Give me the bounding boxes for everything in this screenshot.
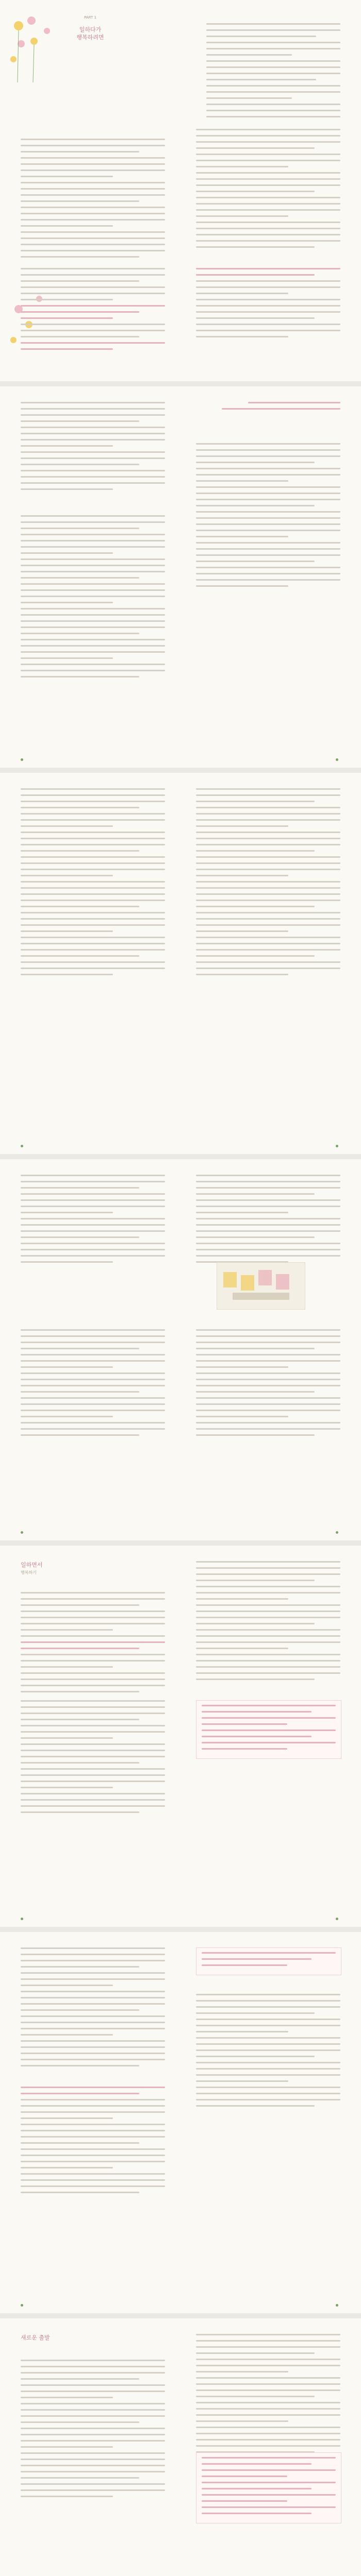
page-folio	[336, 2303, 340, 2307]
section-title: 새로운 출발	[21, 2334, 50, 2341]
body-text-right-2	[196, 268, 340, 342]
page-folio	[21, 2303, 25, 2307]
body-text-left	[21, 2360, 165, 2502]
chapter-label: PART 1	[84, 15, 96, 20]
page-folio	[336, 758, 340, 761]
body-text-left	[21, 788, 165, 980]
body-text-left	[21, 129, 165, 262]
body-text-right	[196, 1994, 340, 2111]
page-5	[0, 1546, 361, 1927]
body-text-right	[196, 129, 340, 252]
page-2	[0, 386, 361, 768]
page-folio	[336, 1531, 340, 1534]
section-title: 일하면서 행복하기	[21, 1562, 43, 1575]
callout-box	[196, 1947, 341, 1975]
figure-image	[217, 1262, 305, 1310]
page-folio	[21, 1531, 25, 1534]
body-text-left-2	[21, 1329, 165, 1440]
page-7	[0, 2318, 361, 2576]
body-text-right-2	[196, 1329, 340, 1440]
body-text-left	[21, 1947, 165, 2071]
page-folio	[21, 758, 25, 761]
body-text-right	[196, 2334, 340, 2458]
page-folio	[336, 1917, 340, 1921]
side-heading	[196, 402, 340, 414]
page-1	[0, 0, 361, 381]
page-6	[0, 1932, 361, 2313]
body-text-left-2	[21, 2087, 165, 2198]
body-text-left-2	[21, 268, 165, 354]
callout-box	[196, 2452, 341, 2523]
body-text-right	[196, 1175, 340, 1267]
page-4	[0, 1159, 361, 1540]
chapter-title: 일하다가 행복하려면	[76, 26, 104, 41]
body-text-right	[196, 443, 340, 591]
page-folio	[21, 1917, 25, 1921]
page-folio	[336, 1144, 340, 1148]
body-text-left	[21, 402, 165, 495]
body-text-right	[196, 1561, 340, 1685]
page-3	[0, 773, 361, 1154]
body-text-left-2	[21, 515, 165, 682]
callout-box	[196, 1700, 341, 1759]
intro-text	[206, 23, 340, 122]
body-text-left	[21, 1175, 165, 1267]
page-folio	[21, 1144, 25, 1148]
body-text-left-2	[21, 1700, 165, 1818]
body-text-left	[21, 1592, 165, 1697]
flower-illustration	[3, 10, 65, 88]
body-text-right	[196, 788, 340, 980]
